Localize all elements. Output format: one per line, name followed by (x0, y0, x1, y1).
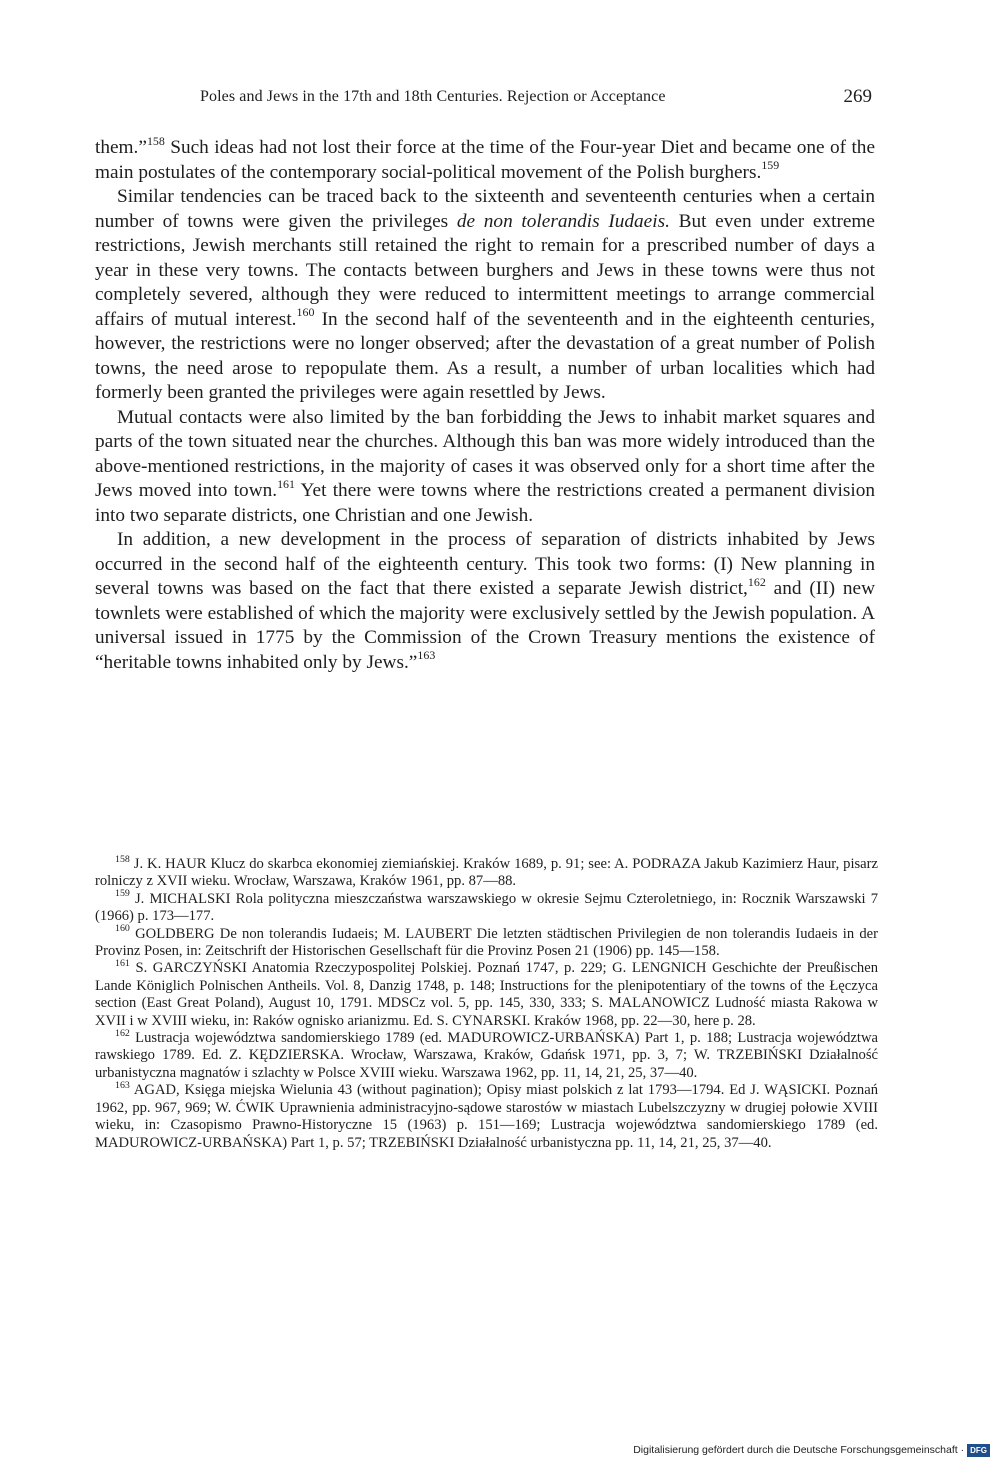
text-run: Similar tendencies can be traced back to the sixteenth and seventeenth centuries when a certain number of towns were given the privileges (95, 186, 875, 232)
text-run: and (II) new townlets were established of which the majority were exclusively settled by the Jewish population. A universal issued in 1775 by the Commission of the Crown Treasury mentions the existence of “heritable towns inhabited only by Jews.” (95, 578, 876, 673)
footnote-text: Lustracja województwa sandomierskiego 1789 (ed. MADUROWICZ-URBAŃSKA) Part 1, p. 188; Lustracja województwa rawskiego 1789. Ed. Z. KĘDZIERSKA. Wrocław, Warszawa, Kraków, Gdańsk 1971, pp. 3, 7; W. TRZEBIŃSKI Działalność urbanistyczna magnatów i szlachty w Polsce XVIII wieku. Warszawa 1962, pp. 11, 14, 21, 25, 37—40. (95, 1030, 879, 1081)
text-run: Yet there were towns where the restrictions created a permanent division into two separate districts, one Christian and one Jewish. (95, 480, 875, 526)
main-text (95, 133, 876, 675)
footnote-text: GOLDBERG De non tolerandis Iudaeis; M. LAUBERT Die letzten städtischen Privilegien de non tolerandis Iudaeis in der Provinz Posen, in: Zeitschrift der Historischen Gesellschaft für die Provinz Posen 21 (1906) pp. 145—158. (95, 925, 878, 960)
footnote-number: 160 (115, 923, 130, 935)
footnote-text: J. MICHALSKI Rola polityczna mieszczaństwa warszawskiego w okresie Sejmu Czteroletniego, in: Rocznik Warszawski 7 (1966) p. 173—177. (95, 890, 878, 925)
credit-text: Digitalisierung gefördert durch die Deutsche Forschungsgemeinschaft · (633, 1444, 965, 1456)
paragraph-4 (95, 528, 875, 675)
paragraph-3 (95, 406, 875, 529)
footnote-text: S. GARCZYŃSKI Anatomia Rzeczypospolitej Polskiej. Poznań 1747, p. 229; G. LENGNICH Geschichte der Preußischen Lande Königlich Polnischen Antheils. Vol. 8, Danzig 1748, p. 148; Instructions for the plenipotentiary of the towns of the Łęczyca section (East Great Poland), August 10, 1791. MDSCz vol. 5, pp. 145, 330, 333; S. MALANOWICZ Ludność miasta Rakowa w XVII i w XVIII wieku, in: Raków ognisko arianizmu. Ed. S. CYNARSKI. Kraków 1968, pp. 22—30, here p. 28. (95, 960, 878, 1029)
text-run: But even under extreme restrictions, Jewish merchants still retained the right to remain for a prescribed number of days a year in these very towns. The contacts between burghers and Jews in these towns were thus not completely severed, although they were reduced to intermittent meetings to arrange commercial affairs of mutual interest. (95, 210, 875, 330)
footnote-number: 163 (115, 1079, 130, 1091)
footnote-163 (95, 1079, 878, 1152)
footnote-162 (95, 1027, 879, 1082)
footnote-159 (95, 888, 878, 926)
running-title: Poles and Jews in the 17th and 18th Centuries. Rejection or Acceptance (200, 88, 666, 105)
footnote-text: AGAD, Księga miejska Wielunia 43 (without pagination); Opisy miast polskich z lat 1793—1794. Ed J. WĄSICKI. Poznań 1962, pp. 967, 969; W. ĆWIK Uprawnienia administracyjno-sądowe starostów w miastach Lubelszczyzny w drugiej połowie XVIII wieku, in: Czasopismo Prawno-Historyczne 15 (1963) p. 151—169; Lustracja województwa sandomierskiego 1789 (ed. MADUROWICZ-URBAŃSKA) Part 1, p. 57; TRZEBIŃSKI Działalność urbanistyczna pp. 11, 14, 21, 25, 37—40. (95, 1082, 878, 1151)
footnote-number: 162 (115, 1027, 130, 1039)
digitization-credit (633, 1443, 990, 1457)
footnote-text: J. K. HAUR Klucz do skarbca ekonomiej ziemiańskiej. Kraków 1689, p. 91; see: A. PODRAZA Jakub Kazimierz Haur, pisarz rolniczy z XVII wieku. Wrocław, Warszawa, Kraków 1961, pp. 87—88. (95, 856, 878, 890)
footnote-ref-158[interactable]: 158 (146, 133, 165, 148)
page-number: 269 (843, 86, 872, 107)
footnote-number: 161 (115, 958, 130, 970)
footnotes (95, 853, 879, 1152)
text-run: In the second half of the seventeenth and in the eighteenth centuries, however, the restrictions were no longer observed; after the devastation of a great number of Polish towns, the need arose to repopulate them. As a result, a number of urban localities which had formerly been granted the privileges were again resettled by Jews. (95, 308, 875, 403)
footnote-number: 158 (115, 853, 130, 865)
text-run: Mutual contacts were also limited by the ban forbidding the Jews to inhabit market squares and parts of the town situated near the churches. Although this ban was more widely introduced than the above-mentioned restrictions, in the majority of cases it was observed only for a short time after the Jews moved into town. (95, 406, 875, 501)
footnote-ref-160[interactable]: 160 (296, 305, 315, 320)
text-run: In addition, a new development in the process of separation of districts inhabited by Jews occurred in the second half of the eighteenth century. This took two forms: (I) New planning in several towns was based on the fact that there existed a separate Jewish district, (95, 529, 875, 599)
italic-phrase: de non tolerandis Iudaeis. (456, 210, 670, 232)
text-run: Such ideas had not lost their force at the time of the Four-year Diet and became one of the main postulates of the contemporary social-political movement of the Polish burghers. (95, 137, 875, 183)
paragraph-2 (95, 185, 875, 406)
footnote-ref-163[interactable]: 163 (417, 648, 436, 663)
text-run: them.” (95, 137, 147, 158)
footnote-160 (95, 923, 878, 961)
footnote-ref-161[interactable]: 161 (277, 476, 296, 491)
footnote-161 (95, 960, 878, 1030)
dfg-logo[interactable]: DFG (967, 1444, 990, 1457)
footnote-number: 159 (115, 888, 130, 900)
paragraph-1 (95, 133, 875, 185)
footnote-ref-159[interactable]: 159 (761, 158, 780, 173)
running-head (120, 88, 880, 112)
footnote-ref-162[interactable]: 162 (747, 574, 766, 589)
footnote-158 (95, 853, 878, 891)
